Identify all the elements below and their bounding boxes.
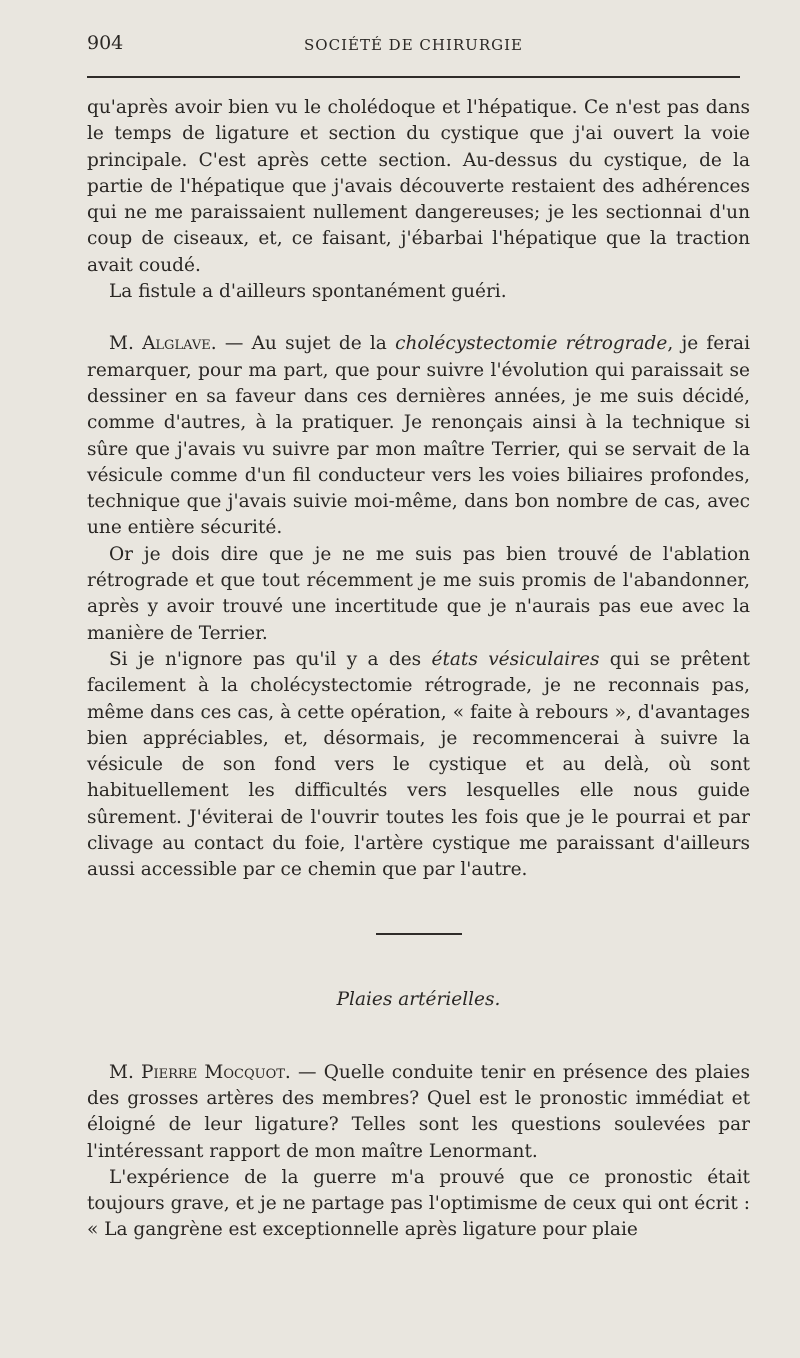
page-header xyxy=(87,30,740,62)
paragraph-alglave xyxy=(87,331,750,541)
paragraph-etats-text-a: Si je n'ignore pas qu'il y a des xyxy=(109,648,432,670)
paragraph-etats xyxy=(87,647,750,884)
running-title: SOCIÉTÉ DE CHIRURGIE xyxy=(304,36,523,54)
paragraph-alglave-text-a: — Au sujet de la xyxy=(216,333,396,355)
page-body xyxy=(87,95,750,1244)
paragraph-continuation: qu'après avoir bien vu le cholédoque et l'hépatique. Ce n'est pas dans le temps de ligature et section du cystique que j'ai ouvert la voie principale. C'est après cette section. Au-dessus du cystique, de la partie de l'hépatique que j'avais découverte restaient des adhérences qui ne me paraissaient nullement dangereuses; je les sectionnai d'un coup de ciseaux, et, ce faisant, j'ébarbai l'hépatique que la traction avait coudé. xyxy=(87,97,750,276)
paragraph-etats-emphasis: états vésiculaires xyxy=(431,648,600,670)
header-rule xyxy=(87,76,740,78)
paragraph-mocquot-text: — Quelle conduite tenir en présence des plaies des grosses artères des membres? Quel est le pronostic immédiat et éloigné de leur ligature? Telles sont les questions soulevées par l'intéressant rapport de mon maître Lenormant. xyxy=(87,1061,750,1162)
paragraph-fistule: La fistule a d'ailleurs spontanément guéri. xyxy=(109,281,507,303)
section-heading: Plaies artérielles. xyxy=(336,988,501,1010)
paragraph-alglave-emphasis: cholécystectomie rétrograde xyxy=(395,333,668,355)
paragraph-guerre: L'expérience de la guerre m'a prouvé que ce pronostic était toujours grave, et je ne partage pas l'optimisme de ceux qui ont écrit : « La gangrène est exceptionnelle après ligature pour plaie xyxy=(87,1166,750,1241)
speaker-mocquot: M. Pierre Mocquot. xyxy=(109,1061,291,1083)
section-divider xyxy=(376,933,462,935)
paragraph-mocquot xyxy=(87,1060,750,1165)
paragraph-alglave-text-b: , je ferai remarquer, pour ma part, que pour suivre l'évolution qui paraissait se dessiner en sa faveur dans ces dernières années, je me suis décidé, comme d'autres, à la pratiquer. Je renonçais ainsi à la technique si sûre que j'avais vu suivre par mon maître Terrier, qui se servait de la vésicule comme d'un fil conducteur vers les voies biliaires profondes, technique que j'avais suivie moi-même, dans bon nombre de cas, avec une entière sécurité. xyxy=(87,333,750,539)
paragraph-gap xyxy=(87,305,750,331)
paragraph-ablation: Or je dois dire que je ne me suis pas bien trouvé de l'ablation rétrograde et que tout récemment je me suis promis de l'abandonner, après y avoir trouvé une incertitude que je n'aurais pas eue avec la manière de Terrier. xyxy=(87,543,750,644)
page-number: 904 xyxy=(87,32,124,54)
paragraph-etats-text-b: qui se prêtent facilement à la cholécystectomie rétrograde, je ne reconnais pas, même dans ces cas, à cette opération, « faite à rebours », d'avantages bien appréciables, et, désormais, je recommencerai à suivre la vésicule de son fond vers le cystique et au delà, où sont habituellement les difficultés vers lesquelles elle nous guide sûrement. J'éviterai de l'ouvrir toutes les fois que je le pourrai et par clivage au contact du foie, l'artère cystique me paraissant d'ailleurs aussi accessible par ce chemin que par l'autre. xyxy=(87,648,750,881)
speaker-alglave: M. Alglave. xyxy=(109,333,217,355)
